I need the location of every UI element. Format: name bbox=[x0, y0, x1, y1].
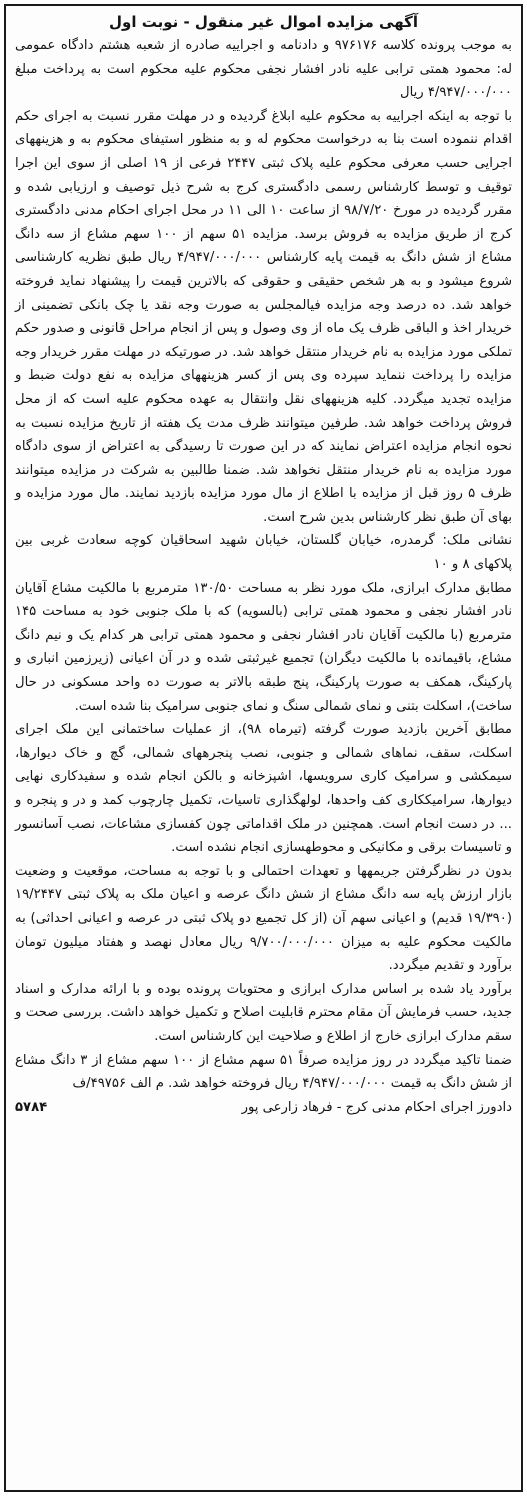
paragraph-case-info: به موجب پرونده کلاسه ۹۷۶۱۷۶ و دادنامه و اجراییه صادره از شعبه هشتم دادگاه عمومی له: محمود همتی ترابی علیه نادر افشار نجفی محکوم علیه محکوم است به پرداخت مبلغ ۴/۹۴۷/۰۰۰/۰۰۰ ریال bbox=[15, 38, 512, 101]
signature-line: دادورز اجرای احکام مدنی کرج - فرهاد زارعی پور bbox=[241, 1099, 512, 1115]
paragraph-property-description: مطابق مدارک ابرازی، ملک مورد نظر به مساحت ۱۳۰/۵۰ مترمربع با مالکیت مشاع آقایان نادر افشار نجفی و محمود همتی ترابی (بالسویه) که با ملک جنوبی خود به مساحت ۱۴۵ مترمربع (با مالکیت آقایان نادر افشار نجفی و محمود همتی ترابی هر کدام یک و نیم دانگ مشاع، باقیمانده با مالکیت دیگران) تجمیع غیرثبتی شده و در آن اعیانی (زیرزمین انباری و پارکینگ، همکف به صورت پارکینگ، پنج طبقه بالاتر به صورت ده واحد مسکونی در حال ساخت)، اسکلت بتنی و نمای شمالی سنگ و نمای جنوبی سرامیک بنا شده است. bbox=[15, 580, 512, 714]
notice-footer bbox=[15, 1096, 512, 1120]
paragraph-property-address: نشانی ملک: گرمدره، خیابان گلستان، خیابان شهید اسحاقیان کوچه سعادت غربی بین پلاکهای ۸ و ۱۰ bbox=[15, 533, 512, 573]
paragraph-valuation: بدون در نظرگرفتن جریمهها و تعهدات احتمالی و با توجه به مساحت، موقعیت و وضعیت بازار ارزش پایه سه دانگ مشاع از شش دانگ عرصه و اعیان ملک به پلاک ثبتی ۱۹/۲۴۴۷ (۱۹/۳۹۰ قدیم) و اعیانی سهم آن (از کل تجمیع دو پلاک ثبتی در عرصه و اعیانی احداثی) به مالکیت محکوم علیه به میزان ۹/۷۰۰/۰۰۰/۰۰۰ ریال معادل نهصد و هفتاد میلیون تومان برآورد و تقدیم میگردد. bbox=[15, 863, 512, 974]
paragraph-auction-terms: با توجه به اینکه اجراییه به محکوم علیه ابلاغ گردیده و در مهلت مقرر نسبت به اجرای حکم اقدام ننموده است بنا به درخواست محکوم له و به منظور استیفای محکوم به و هزینههای اجرایی حسب معرفی محکوم علیه پلاک ثبتی ۲۴۴۷ فرعی از ۱۹ اصلی از سوی این اجرا توقیف و توسط کارشناس رسمی دادگستری کرج به شرح ذیل توصیف و ارزیابی شده و مقرر گردیده در مورخ ۹۸/۷/۲۰ از ساعت ۱۰ الی ۱۱ در محل اجرای احکام مدنی دادگستری کرج از طریق مزایده به فروش برسد. مزایده ۵۱ سهم از ۱۰۰ سهم مشاع از سه دانگ مشاع از شش دانگ به قیمت پایه کارشناس ۴/۹۴۷/۰۰۰/۰۰۰ ریال طبق نظریه کارشناسی شروع میشود و به هر شخص حقیقی و حقوقی که بالاترین قیمت را پیشنهاد نماید فروخته خواهد شد. ده درصد وجه مزایده فیالمجلس به صورت وجه نقد یا چک بانکی تضمینی از خریدار اخذ و الباقی ظرف یک ماه از وی وصول و پس از انجام مراحل قانونی و صدور حکم تملکی مورد مزایده به نام خریدار منتقل خواهد شد. در صورتیکه در مهلت مقرر خریدار وجه مزایده را پرداخت ننماید سپرده وی پس از کسر هزینههای مزایده به نفع دولت ضبط و مزایده تجدید میگردد. کلیه هزینههای نقل وانتقال به عهده محکوم علیه است که از محل فروش پرداخت خواهد شد. طرفین میتوانند ظرف مدت یک هفته از تاریخ مزایده نسبت به نحوه انجام مزایده اعتراض نمایند که در این صورت تا رسیدگی به اعتراض از سوی دادگاه مورد مزایده به نام خریدار منتقل نخواهد شد. ضمنا طالبین به شرکت در مزایده میتوانند ظرف ۵ روز قبل از مزایده با اطلاع از مال مورد مزایده بازدید نمایند. مال مورد مزایده و بهای آن طبق نظر کارشناس بدین شرح است. bbox=[15, 108, 513, 525]
auction-notice bbox=[4, 4, 523, 1492]
paragraph-valuation-disclaimer: برآورد یاد شده بر اساس مدارک ابرازی و محتویات پرونده بوده و با ارائه مدارک و اسناد جدید، حسب فرمایش آن مقام محترم قابلیت اصلاح و تکمیل خواهد داشت. بررسی صحت و سقم مدارک ابرازی خارج از اطلاع و صلاحیت این کارشناس است. bbox=[15, 981, 512, 1044]
paragraph-final-note: ضمنا تاکید میگردد در روز مزایده صرفاً ۵۱ سهم مشاع از ۱۰۰ سهم مشاع از ۳ دانگ مشاع از شش دانگ به قیمت ۴/۹۴۷/۰۰۰/۰۰۰ ریال فروخته خواهد شد. م الف ۴۹۷۵۶/ف bbox=[15, 1052, 513, 1092]
paragraph-inspection-status: مطابق آخرین بازدید صورت گرفته (تیرماه ۹۸)، از عملیات ساختمانی این ملک اجرای اسکلت، سقف، نماهای شمالی و جنوبی، نصب پنجرههای شمالی، گچ و خاک دیوارها، سیمکشی و سرامیک کاری سرویسها، اشپزخانه و بالکن انجام شده و سفیدکاری نهایی دیوارها، سرامیککاری کف واحدها، لولهگذاری تاسیات، تکمیل چارچوب کمد و در و پنجره و ... در دست انجام است. همچنین در ملک اقداماتی چون کفسازی مشاعات، نصب آسانسور و تاسیسات برقی و مکانیکی و محوطهسازی انجام نشده است. bbox=[15, 722, 512, 856]
notice-code: ۵۷۸۴ bbox=[15, 1099, 48, 1115]
notice-title: آگهی مزایده اموال غیر منقول - نوبت اول bbox=[109, 13, 418, 31]
